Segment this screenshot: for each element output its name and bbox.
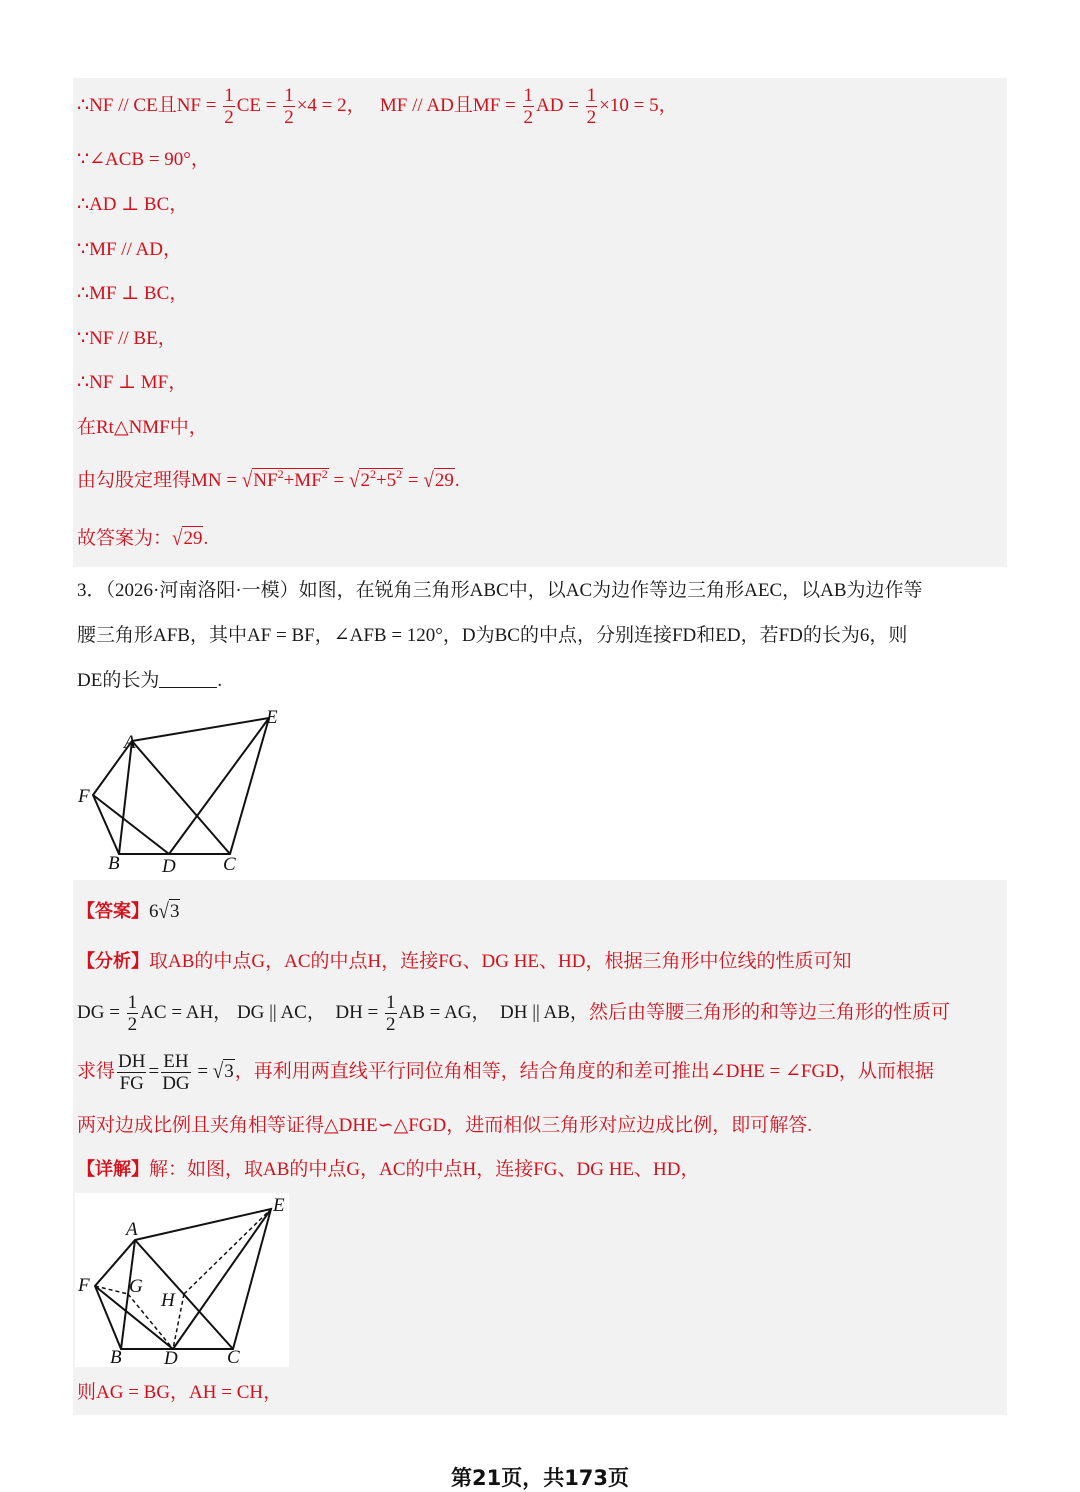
label-D: D	[162, 856, 176, 875]
label-A: A	[126, 1219, 138, 1240]
label-E: E	[273, 1195, 285, 1216]
label-A: A	[124, 732, 136, 753]
label-C: C	[223, 854, 236, 875]
solution-line-1: ∴NF // CE且NF = $\frac{1}{2}$ CE = $\frac{1}{2}$ ×4 = 2， MF // AD且MF = $\frac{1}{2}$ AD = $\frac{1}{2}$ ×10 = 5，	[77, 85, 678, 128]
label-G: G	[129, 1276, 143, 1297]
solution-line-8: 在Rt△NMF中，	[77, 417, 208, 438]
problem-line-2: 腰三角形AFB，其中AF = BF，∠AFB = 120°，D为BC的中点，分别连接FD和ED，若FD的长为6，则	[77, 625, 908, 646]
label-D: D	[164, 1348, 178, 1367]
solution-line-6: ∵NF // BE，	[77, 328, 177, 349]
solution-box-top	[73, 78, 1007, 567]
detail-line-2: 则AG = BG，AH = CH，	[77, 1382, 283, 1403]
analysis-line-4: 两对边成比例且夹角相等证得△DHE∽△FGD，进而相似三角形对应边成比例，即可解答.	[77, 1115, 812, 1136]
analysis-line-2: DG = $\frac{1}{2}$ AC = AH， DG || AC， DH = $\frac{1}{2}$ AB = AG， DH || AB，然后由等腰三角形的和等边三角形的性质可	[77, 992, 950, 1035]
solution-line-10: 故答案为：√29.	[77, 526, 209, 551]
problem-line-1: 3．（2026·河南洛阳·一模）如图，在锐角三角形ABC中，以AC为边作等边三角形AEC，以AB为边作等	[77, 580, 923, 601]
solution-line-7: ∴NF ⊥ MF，	[77, 372, 188, 393]
label-F: F	[78, 786, 90, 807]
solution-line-9: 由勾股定理得MN = $√NF^2+MF^2 = √2^2+5^2 = √29$.	[77, 467, 460, 493]
label-F: F	[78, 1275, 90, 1296]
solution-line-4: ∵MF // AD，	[77, 239, 183, 260]
analysis-line-1: 【分析】取AB的中点G，AC的中点H，连接FG、DG HE、HD，根据三角形中位线的性质可知	[77, 951, 852, 972]
solution-line-3: ∴AD ⊥ BC，	[77, 194, 189, 215]
detail-line-1: 【详解】解：如图，取AB的中点G，AC的中点H，连接FG、DG HE、HD，	[77, 1159, 700, 1180]
label-B: B	[110, 1347, 122, 1367]
solution-line-2: ∵∠ACB = 90°，	[77, 149, 210, 170]
page-footer: 第21页，共173页	[450, 1466, 630, 1490]
problem-line-3: DE的长为 .	[77, 670, 223, 691]
label-E: E	[266, 707, 278, 728]
analysis-line-3: 求得 $\frac{DH}{FG}$ = $\frac{EH}{DG}$ = √3，再利用两直线平行同位角相等，结合角度的和差可推出∠DHE = ∠FGD，从而根据	[77, 1051, 934, 1094]
solution-line-5: ∴MF ⊥ BC，	[77, 283, 189, 304]
answer-line: 【答案】6√3	[77, 899, 180, 924]
geometry-figure-2	[75, 1193, 289, 1367]
label-B: B	[108, 853, 120, 874]
geometry-figure-1	[73, 705, 293, 875]
label-H: H	[161, 1290, 175, 1311]
label-C: C	[227, 1347, 240, 1367]
